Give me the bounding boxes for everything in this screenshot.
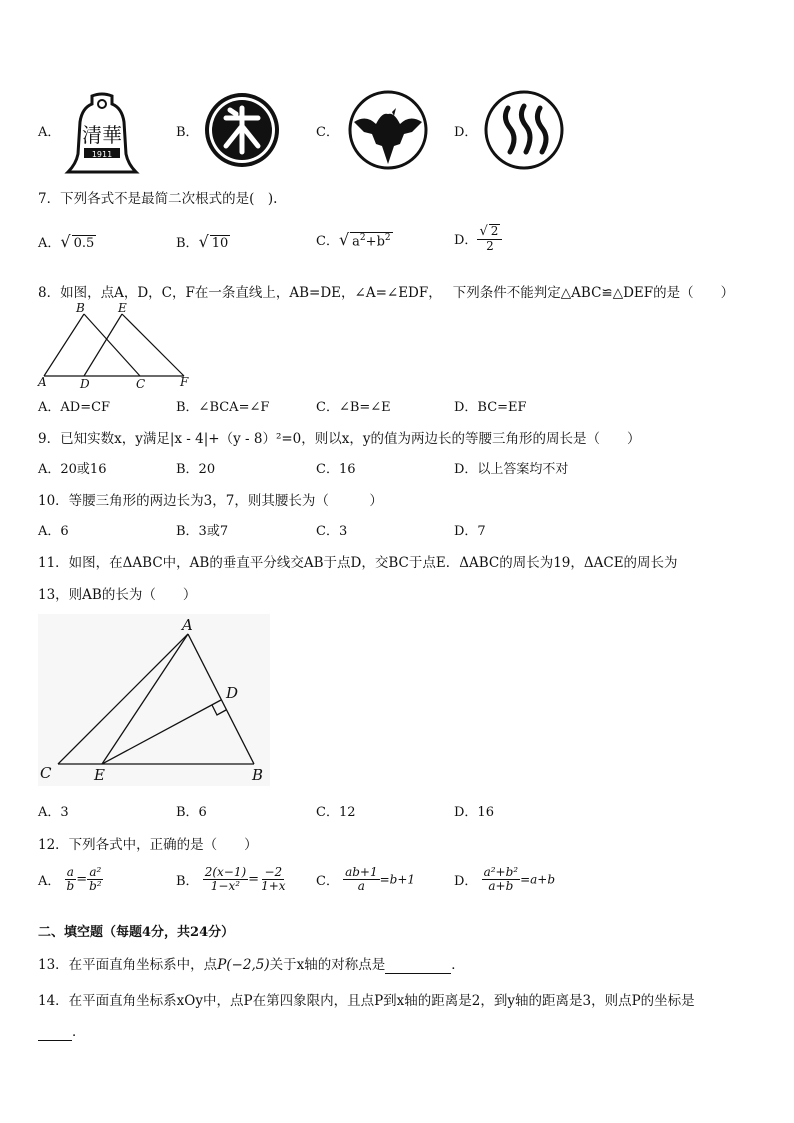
- q11-figure: [36, 612, 272, 788]
- q11-option-b: B．6: [176, 805, 207, 820]
- q6-option-b-label: B．: [176, 125, 199, 140]
- q10-stem: 10．等腰三角形的两边长为3，7，则其腰长为（ ）: [38, 493, 383, 509]
- q8-label-a: A: [38, 375, 47, 389]
- q12-stem: 12．下列各式中，正确的是（ ）: [38, 837, 258, 853]
- q10-option-b: B．3或7: [176, 524, 229, 539]
- q8-figure: [34, 300, 194, 392]
- q9-option-c: C．16: [316, 462, 356, 477]
- q9-option-d: D．以上答案均不对: [454, 462, 569, 477]
- q7-option-c-label: C．: [316, 234, 339, 249]
- seal-text: 清華: [82, 123, 122, 147]
- q14-stem-line1: 14．在平面直角坐标系xOy中，点P在第四象限内，且点P到x轴的距离是2，到y轴的距离是3，则点P的坐标是: [38, 993, 695, 1009]
- q11-option-a: A．3: [38, 805, 69, 820]
- q11-stem-line2: 13，则AB的长为（ ）: [38, 587, 197, 603]
- q10-option-c: C．3: [316, 524, 348, 539]
- q11-label-c: C: [40, 764, 52, 782]
- eagle-logo-icon: [346, 88, 430, 172]
- q7-option-a-label: A．: [38, 236, 61, 251]
- q7-option-d-fraction: $\frac{√ 2}{2}$: [477, 224, 502, 253]
- q7-option-b-label: B．: [176, 236, 199, 251]
- pku-logo-icon: [202, 90, 282, 170]
- q7-option-b: B．√ 10: [176, 232, 229, 251]
- q6-option-d-label: D．: [454, 125, 478, 140]
- q11-label-d: D: [226, 684, 239, 702]
- q7-option-b-radicand: 10: [211, 236, 229, 251]
- q7-option-c: C．√ $a^2+b^2$: [316, 230, 391, 249]
- q11-stem-line1: 11．如图，在ΔABC中，AB的垂直平分线交AB于点D，交BC于点E．ΔABC的周长为19，ΔACE的周长为: [38, 555, 678, 571]
- q7-option-a-radicand: 0.5: [73, 236, 95, 251]
- q6-option-a-label: A．: [38, 125, 61, 140]
- q9-stem: 9．已知实数x，y满足|x - 4|+（y - 8）²=0，则以x，y的值为两边长的等腰三角形的周长是（ ）: [38, 431, 641, 447]
- q8-option-b: B．∠BCA=∠F: [176, 400, 270, 415]
- tsinghua-bell-logo-icon: [64, 92, 140, 176]
- q8-label-d: D: [80, 377, 90, 391]
- q9-option-b: B．20: [176, 462, 216, 477]
- q8-label-c: C: [136, 377, 146, 391]
- q12-option-c: C． $\frac{ab+1}{a}$ =b+1: [316, 865, 416, 894]
- q11-option-d: D．16: [454, 805, 494, 820]
- q14-stem-line2: ．: [38, 1020, 86, 1041]
- q9-option-a: A．20或16: [38, 462, 107, 477]
- q13-answer-blank[interactable]: [385, 957, 451, 974]
- wavy-lines-logo-icon: [482, 88, 566, 172]
- q7-option-d-label: D．: [454, 233, 478, 249]
- q8-option-c: C．∠B=∠E: [316, 400, 391, 415]
- q10-option-a: A．6: [38, 524, 69, 539]
- q12-option-a: A． $\frac{a}{b}$ = $\frac{\text{a²}}{\text{b²}}$: [38, 865, 102, 894]
- q8-stem: 8．如图，点A，D，C，F在一条直线上，AB=DE，∠A=∠EDF， 下列条件不能判定△ABC≌△DEF的是（ ）: [38, 285, 735, 301]
- q8-label-f: F: [180, 375, 189, 389]
- q11-label-e: E: [94, 766, 105, 784]
- q14-answer-blank[interactable]: [38, 1024, 72, 1041]
- q6-option-c-label: C．: [316, 125, 339, 140]
- q7-option-d: [454, 224, 502, 253]
- q12-option-d: D． $\frac{\text{a²+b²}}{a+b}$ =a+b: [454, 865, 556, 894]
- q7-option-a: A．√ 0.5: [38, 232, 95, 251]
- q13-point: P(−2,5): [217, 957, 270, 973]
- q8-option-a: A．AD=CF: [38, 400, 111, 415]
- q11-option-c: C．12: [316, 805, 356, 820]
- q8-label-e: E: [118, 301, 127, 315]
- q10-option-d: D．7: [454, 524, 486, 539]
- q11-label-a: A: [182, 616, 193, 634]
- q13-post: 关于x轴的对称点是: [269, 957, 386, 973]
- q11-label-b: B: [252, 766, 264, 784]
- section-2-title: 二、填空题（每题4分，共24分）: [38, 925, 235, 940]
- q7-stem: 7．下列各式不是最简二次根式的是( ).: [38, 191, 278, 207]
- q8-option-d: D．BC=EF: [454, 400, 527, 415]
- seal-year: 1911: [91, 150, 113, 159]
- q8-label-b: B: [76, 301, 85, 315]
- q13-pre: 13．在平面直角坐标系中，点: [38, 957, 218, 973]
- q13-stem: 13．在平面直角坐标系中，点P(−2,5)关于x轴的对称点是 ．: [38, 957, 465, 973]
- q12-option-b: B． $\frac{2(x-1)}{\text{1−x²}}$ = $\frac{-2}{1+x}$: [176, 865, 286, 894]
- q7-option-c-radicand: $a^2+b^2$: [352, 232, 391, 249]
